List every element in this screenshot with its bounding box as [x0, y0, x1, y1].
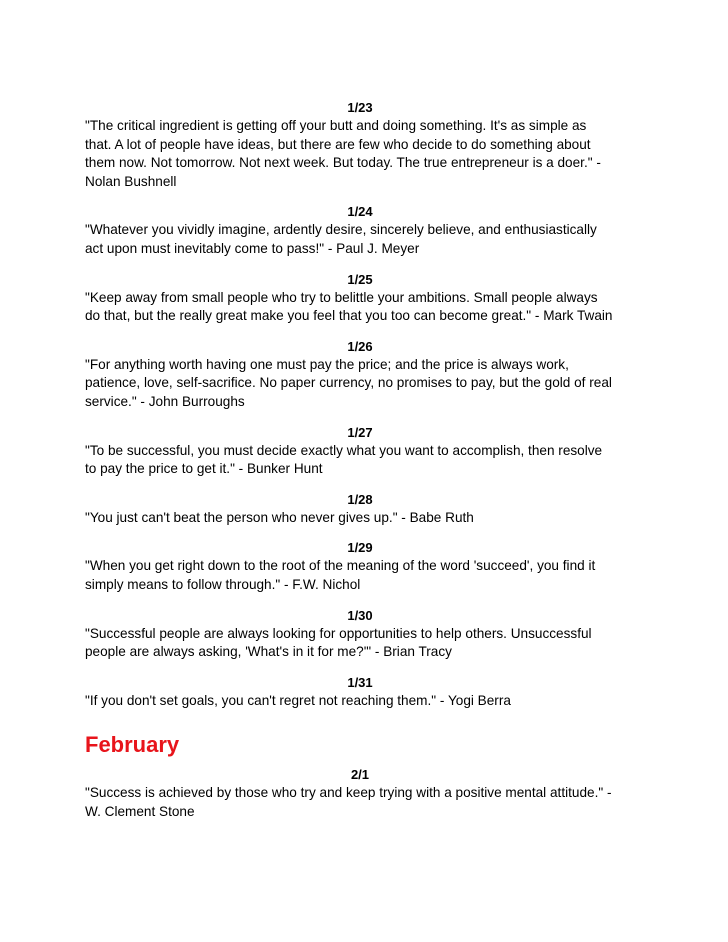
entry-quote: "When you get right down to the root of the meaning of the word 'succeed', you find it simply means to follow through." - F.W. Nichol — [85, 558, 596, 592]
quote-entry-1-27 — [85, 424, 615, 479]
entry-quote: "You just can't beat the person who never gives up." - Babe Ruth — [85, 509, 474, 525]
entry-quote: "For anything worth having one must pay the price; and the price is always work, patience, love, self-sacrifice. No paper currency, no promises to pay, but the gold of real service." - John Burroughs — [85, 356, 612, 409]
entry-date: 1/31 — [347, 674, 373, 690]
entry-quote: "The critical ingredient is getting off your butt and doing something. It's as simple as that. A lot of people have ideas, but there are few who decide to do something about them now. Not tomorrow. Not next week. But today. The true entrepreneur is a doer." - Nolan Bushnell — [85, 118, 601, 189]
entry-quote: "Success is achieved by those who try and keep trying with a positive mental attitude." - W. Clement Stone — [85, 785, 612, 819]
entry-date: 1/27 — [347, 424, 373, 440]
entry-date: 2/1 — [350, 767, 370, 783]
quote-entry-1-25 — [85, 271, 615, 326]
document-page — [85, 99, 615, 833]
quote-entry-1-30 — [85, 607, 615, 662]
month-heading: February — [85, 732, 180, 758]
entry-quote: "Whatever you vividly imagine, ardently desire, sincerely believe, and enthusiastically act upon must inevitably come to pass!" - Paul J. Meyer — [85, 222, 597, 256]
entry-date: 1/28 — [347, 491, 373, 507]
entry-quote: "If you don't set goals, you can't regret not reaching them." - Yogi Berra — [85, 692, 511, 708]
entry-quote: "Keep away from small people who try to belittle your ambitions. Small people always do that, but the really great make you feel that you too can become great." - Mark Twain — [85, 289, 613, 324]
quote-entry-1-28 — [85, 491, 615, 528]
quote-entry-1-24 — [85, 203, 615, 258]
entry-date: 1/26 — [347, 338, 373, 354]
quote-entry-1-31 — [85, 674, 615, 711]
entry-date: 1/25 — [347, 271, 373, 287]
quote-entry-1-23 — [85, 99, 615, 191]
entry-date: 1/24 — [347, 204, 373, 220]
entry-quote: "To be successful, you must decide exactly what you want to accomplish, then resolve to pay the price to get it." - Bunker Hunt — [85, 442, 603, 477]
quote-entry-1-26 — [85, 338, 615, 412]
entry-quote: "Successful people are always looking for opportunities to help others. Unsuccessful people are always asking, 'What's in it for me?'" - Brian Tracy — [85, 625, 592, 660]
quote-entry-1-29 — [85, 539, 615, 594]
entry-date: 1/30 — [347, 607, 373, 623]
quote-entry-2-1 — [85, 766, 615, 821]
entry-date: 1/23 — [347, 100, 373, 115]
entry-date: 1/29 — [347, 540, 373, 556]
